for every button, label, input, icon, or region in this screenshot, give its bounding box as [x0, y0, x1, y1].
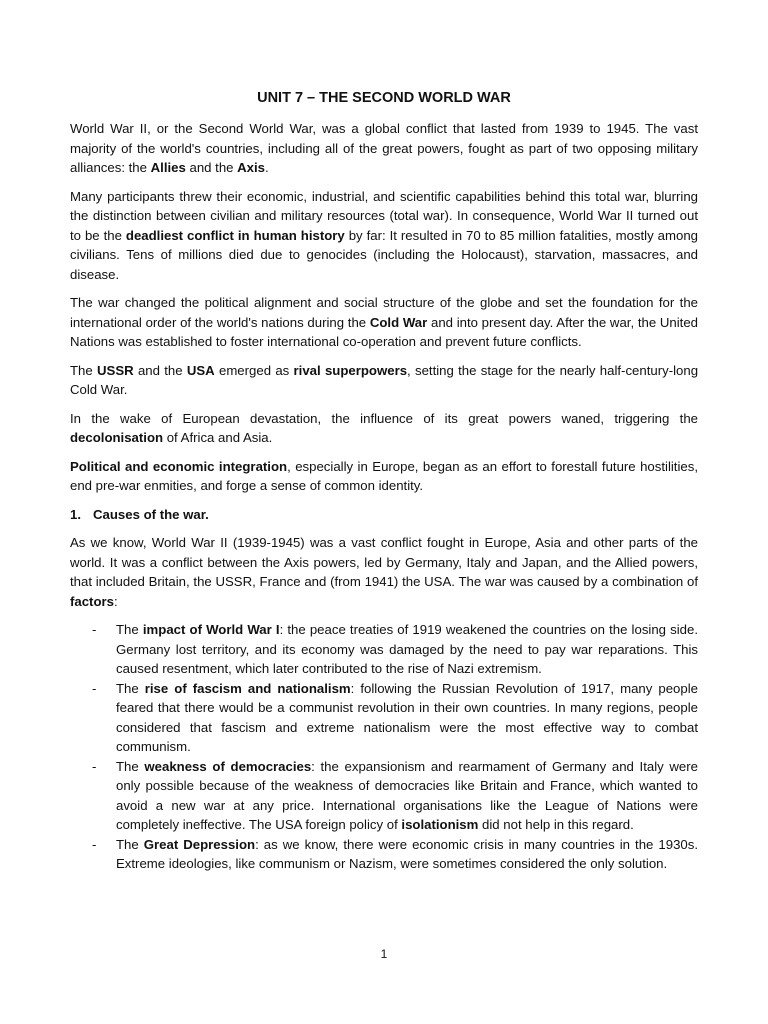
list-item-impact-ww1	[70, 620, 698, 679]
paragraph-total-war	[70, 187, 698, 285]
text-run: by far: It resulted in 70 to 85 million fatalities, mostly among civilians. Tens of millions died due to genocides (including the Holocaust), starvation, massacres, and disease.	[70, 227, 698, 282]
text-run: : as we know, there were economic crisis in many countries in the 1930s. Extreme ideologies, like communism or Nazism, were sometimes considered the only solution.	[116, 836, 699, 871]
list-dash: -	[92, 836, 97, 852]
bold-cold-war: Cold War	[369, 314, 428, 330]
bold-great-depression: Great Depression	[143, 836, 256, 852]
section-label: Causes of the war.	[93, 506, 209, 522]
list-item-fascism	[70, 679, 698, 757]
bold-rival-superpowers: rival superpowers	[293, 362, 408, 378]
bold-decolonisation: decolonisation	[70, 430, 164, 445]
list-dash: -	[92, 680, 97, 696]
list-item-democracies	[70, 757, 698, 835]
text-run: The	[116, 622, 143, 637]
bold-allies: Allies	[150, 160, 186, 175]
text-run: : the expansionism and rearmament of Germany and Italy were only possible because of the weakness of democracies like Britain and France, which wanted to avoid a new war at any price. International organisations like the League of Nations were completely ineffective. The USA foreign policy of	[116, 758, 698, 832]
text-run: and the	[133, 362, 187, 378]
text-run: The	[116, 758, 145, 774]
text-run: of Africa and Asia.	[163, 430, 273, 445]
section-heading-causes	[70, 505, 698, 525]
page-title: UNIT 7 – THE SECOND WORLD WAR	[257, 90, 511, 106]
factors-list	[70, 620, 698, 874]
paragraph-causes-intro	[70, 533, 698, 611]
text-run: emerged as	[214, 362, 294, 378]
bold-ussr: USSR	[97, 362, 134, 378]
list-dash: -	[92, 758, 97, 774]
text-run: Many participants threw their economic, industrial, and scientific capabilities behind this total war, blurring the distinction between civilian and military resources (total war). In consequence, World War II turned out to be the	[70, 188, 698, 243]
text-run: .	[265, 160, 269, 175]
bold-axis: Axis	[237, 160, 266, 175]
text-run: did not help in this regard.	[478, 817, 634, 832]
text-run: and into present day. After the war, the United Nations was established to foster international co-operation and prevent future conflicts.	[70, 314, 698, 349]
list-item-great-depression	[70, 835, 698, 874]
text-run: World War II, or the Second World War, was a global conflict that lasted from 1939 to 1945. The vast majority of the world's countries, including all of the great powers, fought as part of two opposing military alliances: the	[70, 121, 698, 175]
text-run: and the	[185, 160, 238, 175]
bold-factors: factors	[70, 593, 114, 609]
text-run: The war changed the political alignment and social structure of the globe and set the foundation for the international order of the world's nations during the	[70, 295, 698, 330]
page-number: 1	[380, 947, 388, 961]
paragraph-intro	[70, 119, 698, 178]
document-body	[70, 119, 698, 874]
text-run: , setting the stage for the nearly half-century-long Cold War.	[70, 362, 699, 397]
text-run: : following the Russian Revolution of 1917, many people feared that there would be a communist revolution in their own countries. In many regions, people considered that fascism and extreme nationalism were the most effective way to combat communism.	[116, 680, 698, 754]
text-run: As we know, World War II (1939-1945) was a vast conflict fought in Europe, Asia and other parts of the world. It was a conflict between the Axis powers, led by Germany, Italy and Japan, and the Allied powers, that included Britain, the USSR, France and (from 1941) the USA. The war was caused by a combination of	[70, 535, 698, 589]
bold-political-economic-integration: Political and economic integration	[70, 458, 288, 474]
bold-usa: USA	[186, 362, 215, 378]
paragraph-political-alignment	[70, 293, 698, 352]
bold-isolationism: isolationism	[401, 817, 479, 832]
text-run: In the wake of European devastation, the influence of its great powers waned, triggering the	[70, 410, 698, 426]
bold-deadliest-conflict: deadliest conflict in human history	[125, 227, 345, 243]
text-run: The	[116, 836, 144, 852]
text-run: :	[113, 593, 118, 609]
text-run: : the peace treaties of 1919 weakened the countries on the losing side. Germany lost territory, and its economy was damaged by the need to pay war reparations. This caused resentment, which later contributed to the rise of Nazi extremism.	[116, 622, 699, 676]
paragraph-integration	[70, 457, 698, 496]
bold-impact-ww1: impact of World War I	[142, 622, 280, 637]
paragraph-decolonisation	[70, 409, 698, 448]
bold-weakness-democracies: weakness of democracies	[144, 758, 312, 774]
list-dash: -	[92, 622, 97, 637]
text-run: , especially in Europe, began as an effort to forestall future hostilities, end pre-war enmities, and forge a sense of common identity.	[70, 458, 698, 493]
text-run: The	[116, 680, 145, 696]
bold-fascism-nationalism: rise of fascism and nationalism	[144, 680, 351, 696]
text-run: The	[70, 362, 98, 378]
paragraph-superpowers	[70, 361, 698, 400]
section-number: 1.	[70, 506, 81, 522]
